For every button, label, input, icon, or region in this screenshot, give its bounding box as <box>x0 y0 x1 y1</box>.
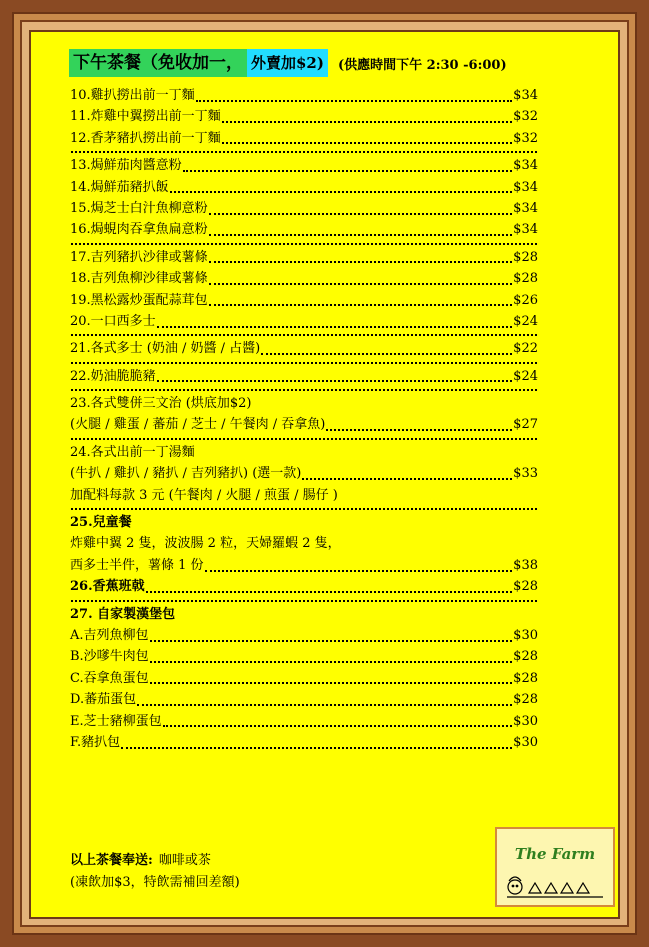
item-note: 炸雞中翼 2 隻，波波腸 2 粒，天婦羅蝦 2 隻， <box>70 536 341 552</box>
menu-item <box>70 268 538 289</box>
item-label: 15.焗芝士白汁魚柳意粉 <box>70 200 208 216</box>
item-heading: 24.各式出前一丁湯麵 <box>70 444 195 460</box>
item-label: C.吞拿魚蛋包 <box>70 670 149 686</box>
item-price: $30 <box>513 713 538 729</box>
dot-leader <box>183 160 512 172</box>
item-label: 20.一口西多士 <box>70 313 156 329</box>
dot-leader <box>326 419 512 431</box>
item-price: $32 <box>513 130 538 146</box>
item-label: 10.雞扒撈出前一丁麵 <box>70 88 195 103</box>
item-price: $28 <box>513 692 538 708</box>
menu-item <box>70 106 538 127</box>
item-label: 22.奶油脆脆豬 <box>70 368 156 384</box>
menu-item <box>70 155 538 176</box>
item-price: $22 <box>513 341 538 357</box>
logo-text: The Farm <box>514 845 596 863</box>
item-price: $34 <box>513 200 538 216</box>
dot-leader <box>222 111 512 123</box>
menu-item <box>70 625 538 646</box>
menu-item <box>70 646 538 667</box>
section-divider <box>70 388 538 392</box>
item-price: $30 <box>513 734 538 750</box>
item-label: F.豬扒包 <box>70 734 121 750</box>
menu-item <box>70 576 538 597</box>
item-price: $34 <box>513 179 538 195</box>
item-price: $27 <box>513 417 538 433</box>
dot-leader <box>209 203 512 215</box>
menu-item <box>70 247 538 268</box>
section-divider <box>70 333 538 337</box>
dot-leader <box>137 694 512 706</box>
menu-item <box>70 219 538 240</box>
section-divider <box>70 242 538 246</box>
item-price: $24 <box>513 368 538 384</box>
menu-item <box>70 732 538 753</box>
item-price: $34 <box>513 158 538 174</box>
footer-label: 以上茶餐奉送: <box>70 853 153 868</box>
menu-item <box>70 290 538 311</box>
item-price: $38 <box>513 557 538 573</box>
menu-item <box>70 463 538 484</box>
chef-icon <box>505 867 609 901</box>
menu-item <box>70 177 538 198</box>
menu-item <box>70 198 538 219</box>
item-label: 12.香茅豬扒撈出前一丁麵 <box>70 130 221 146</box>
item-price: $30 <box>513 627 538 643</box>
item-label: 14.焗鮮茄豬扒飯 <box>70 179 169 195</box>
section-divider <box>70 437 538 441</box>
item-price: $28 <box>513 249 538 265</box>
dot-leader <box>146 581 513 593</box>
item-label: (牛扒 / 雞扒 / 豬扒 / 吉列豬扒) (選一款) <box>70 466 302 482</box>
item-heading: 25.兒童餐 <box>70 515 132 531</box>
item-label: 16.焗蜆肉吞拿魚扁意粉 <box>70 222 208 238</box>
item-label: 西多士半件，薯條 1 份 <box>70 557 204 573</box>
footer-line-2: (凍飲加$3，特飲需補回差額) <box>70 875 240 890</box>
item-label: B.沙嗲牛肉包 <box>70 649 149 665</box>
section-divider <box>70 361 538 365</box>
menu-item <box>70 414 538 435</box>
menu-title <box>69 49 507 77</box>
item-price: $26 <box>513 292 538 308</box>
item-price: $28 <box>513 649 538 665</box>
dot-leader <box>205 560 513 572</box>
item-label: (火腿 / 雞蛋 / 蕃茄 / 芝士 / 午餐肉 / 吞拿魚) <box>70 417 326 433</box>
section-divider <box>70 507 538 511</box>
dot-leader <box>157 316 512 328</box>
menu-item <box>70 85 538 106</box>
section-divider <box>70 599 538 603</box>
footer-line-1 <box>70 850 240 872</box>
item-note: 加配料每款 3 元 (午餐肉 / 火腿 / 煎蛋 / 腸仔 ) <box>70 487 338 503</box>
item-price: $32 <box>513 109 538 125</box>
item-label: 26.香蕉班戟 <box>70 579 145 595</box>
dot-leader <box>261 343 512 355</box>
item-label: A.吉列魚柳包 <box>70 627 149 643</box>
item-heading: 23.各式雙併三文治 (烘底加$2) <box>70 396 252 412</box>
item-price: $24 <box>513 313 538 329</box>
item-price: $34 <box>513 222 538 238</box>
item-price: $34 <box>513 88 538 103</box>
service-hours: (供應時間下午 2:30 -6:00) <box>337 57 507 73</box>
menu-item <box>70 338 538 359</box>
menu-item <box>70 668 538 689</box>
dot-leader <box>163 715 513 727</box>
dot-leader <box>209 224 512 236</box>
menu-item <box>70 311 538 332</box>
dot-leader <box>209 251 512 263</box>
footer-note <box>70 850 240 894</box>
item-label: 13.焗鮮茄肉醬意粉 <box>70 158 182 174</box>
item-label: E.芝士豬柳蛋包 <box>70 713 162 729</box>
dot-leader <box>209 273 512 285</box>
item-price: $28 <box>513 670 538 686</box>
item-label: 17.吉列豬扒沙律或薯條 <box>70 249 208 265</box>
dot-leader <box>196 90 512 102</box>
dot-leader <box>222 132 512 144</box>
dot-leader <box>157 370 512 382</box>
item-price: $33 <box>513 466 538 482</box>
item-label: 11.炸雞中翼撈出前一丁麵 <box>70 109 221 125</box>
dot-leader <box>209 294 512 306</box>
title-main: 下午茶餐（免收加一， <box>69 49 247 77</box>
dot-leader <box>150 651 512 663</box>
title-takeaway: 外賣加$2) <box>247 49 328 77</box>
menu-item <box>70 128 538 149</box>
section-divider <box>70 150 538 154</box>
menu-item <box>70 711 538 732</box>
menu-item <box>70 689 538 710</box>
item-price: $28 <box>513 579 538 595</box>
dot-leader <box>302 468 512 480</box>
footer-value: 咖啡或茶 <box>158 853 211 868</box>
menu-item <box>70 366 538 387</box>
dot-leader <box>150 672 513 684</box>
dot-leader <box>170 181 512 193</box>
item-price: $28 <box>513 271 538 287</box>
menu-page <box>29 30 620 919</box>
menu-list <box>70 85 538 753</box>
item-heading: 27. 自家製漢堡包 <box>70 606 176 622</box>
item-label: D.蕃茄蛋包 <box>70 692 137 708</box>
item-label: 18.吉列魚柳沙律或薯條 <box>70 271 208 287</box>
item-label: 21.各式多士 (奶油 / 奶醬 / 占醬) <box>70 341 261 357</box>
menu-item <box>70 555 538 576</box>
dot-leader <box>121 737 512 749</box>
farm-logo <box>495 827 615 907</box>
dot-leader <box>150 630 513 642</box>
item-label: 19.黑松露炒蛋配蒜茸包 <box>70 292 208 308</box>
